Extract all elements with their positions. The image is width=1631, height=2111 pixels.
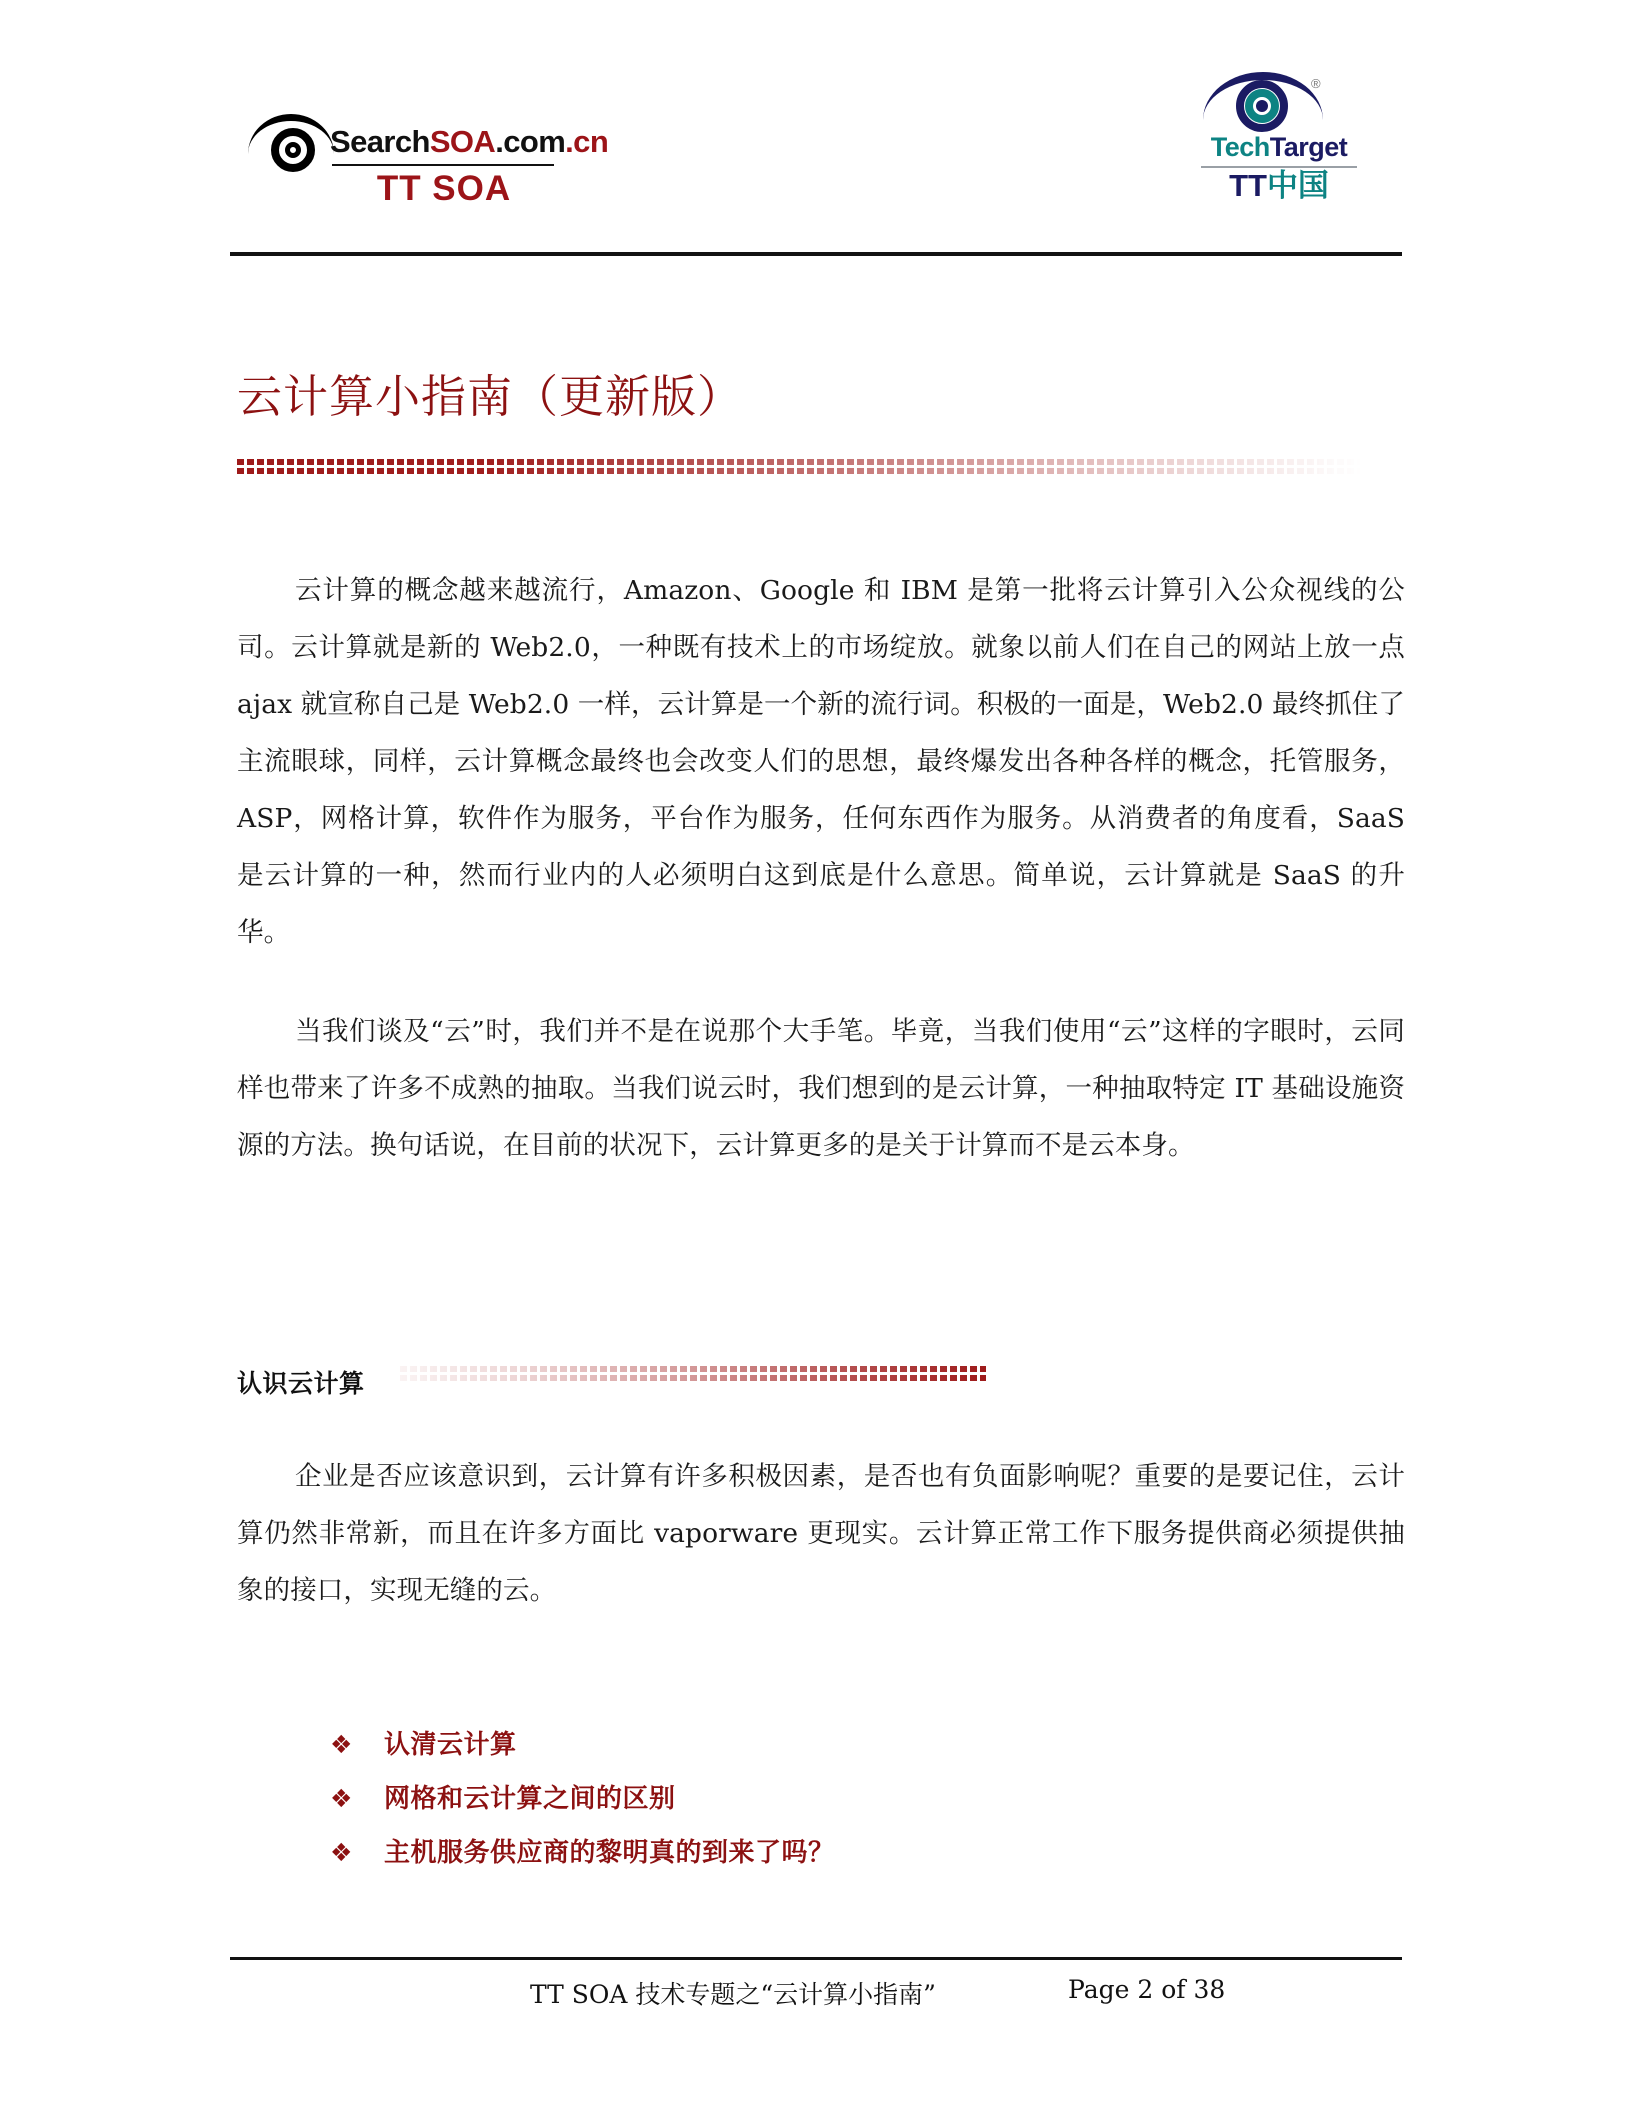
list-item-label[interactable]: 认清云计算 [384, 1730, 517, 1760]
wordmark-zhongguo: 中国 [1266, 168, 1329, 203]
section-heading: 认识云计算 [237, 1369, 365, 1398]
list-item-label[interactable]: 主机服务供应商的黎明真的到来了吗？ [384, 1838, 835, 1868]
tt-china-wordmark [1193, 170, 1365, 203]
deco-bar-row [400, 1375, 986, 1381]
diamond-bullet-icon: ❖ [330, 1730, 353, 1759]
wordmark-com: .com [495, 124, 566, 159]
deco-bar-row [400, 1366, 986, 1372]
list-item-label[interactable]: 网格和云计算之间的区别 [384, 1784, 676, 1814]
diamond-bullet-icon: ❖ [330, 1838, 353, 1867]
eye-icon [1203, 72, 1323, 128]
diamond-bullet-icon: ❖ [330, 1784, 353, 1813]
footer-title-text: TT SOA 技术专题之“云计算小指南” [530, 1980, 936, 2009]
logo-divider-line [332, 164, 554, 166]
body-paragraph-2: 当我们谈及“云”时，我们并不是在说那个大手笔。毕竟，当我们使用“云”这样的字眼时，云同样也带来了许多不成熟的抽取。当我们说云时，我们想到的是云计算，一种抽取特定 IT 基础设施资源的方法。换句话说，在目前的状况下，云计算更多的是关于计算而不是云本身。 [237, 1016, 1405, 1161]
eye-pupil-shape [1256, 100, 1268, 112]
list-item[interactable] [330, 1778, 1330, 1832]
footer-page-number: Page 2 of 38 [1068, 1975, 1226, 2004]
page-title: 云计算小指南（更新版） [237, 370, 744, 423]
title-decorative-bar [237, 459, 1362, 475]
deco-bar-row [237, 459, 1362, 465]
eye-pupil-shape [285, 142, 301, 158]
techtarget-logo [1193, 72, 1365, 204]
searchsoa-wordmark [330, 126, 608, 157]
list-item[interactable] [330, 1724, 1330, 1778]
topic-bullet-list [330, 1724, 1330, 1886]
wordmark-tt: TT [1229, 168, 1267, 203]
wordmark-cn: .cn [565, 124, 609, 159]
body-paragraph-1: 云计算的概念越来越流行，Amazon、Google 和 IBM 是第一批将云计算引入公众视线的公司。云计算就是新的 Web2.0，一种既有技术上的市场绽放。就象以前人们在自己的网站上放一点 ajax 就宣称自己是 Web2.0 一样，云计算是一个新的流行词。积极的一面是，Web2.0 最终抓住了主流眼球，同样，云计算概念最终也会改变人们的思想，最终爆发出各种各样的概念，托管服务，ASP，网格计算，软件作为服务，平台作为服务，任何东西作为服务。从消费者的角度看，SaaS 是云计算的一种，然而行业内的人必须明白这到底是什么意思。简单说，云计算就是 SaaS 的升华。 [237, 575, 1405, 948]
header-divider-rule [230, 252, 1402, 256]
wordmark-search: Search [330, 124, 430, 159]
searchsoa-logo [248, 98, 609, 208]
wordmark-soa: SOA [429, 124, 496, 159]
techtarget-wordmark [1193, 134, 1365, 161]
list-item[interactable] [330, 1832, 1330, 1886]
deco-bar-row [237, 468, 1362, 474]
section-decorative-bar [400, 1366, 986, 1382]
footer-divider-rule [230, 1957, 1402, 1960]
wordmark-tech: Tech [1210, 132, 1270, 162]
tt-soa-subtitle: TT SOA [376, 169, 512, 208]
wordmark-target: Target [1269, 132, 1348, 162]
body-paragraph-3: 企业是否应该意识到，云计算有许多积极因素，是否也有负面影响呢？重要的是要记住，云计算仍然非常新，而且在许多方面比 vaporware 更现实。云计算正常工作下服务提供商必须提供抽象的接口，实现无缝的云。 [237, 1461, 1405, 1606]
page-footer [230, 1975, 1402, 2021]
registered-trademark-icon: ® [1311, 76, 1321, 91]
eye-icon [248, 114, 334, 174]
page-header [0, 0, 1631, 258]
